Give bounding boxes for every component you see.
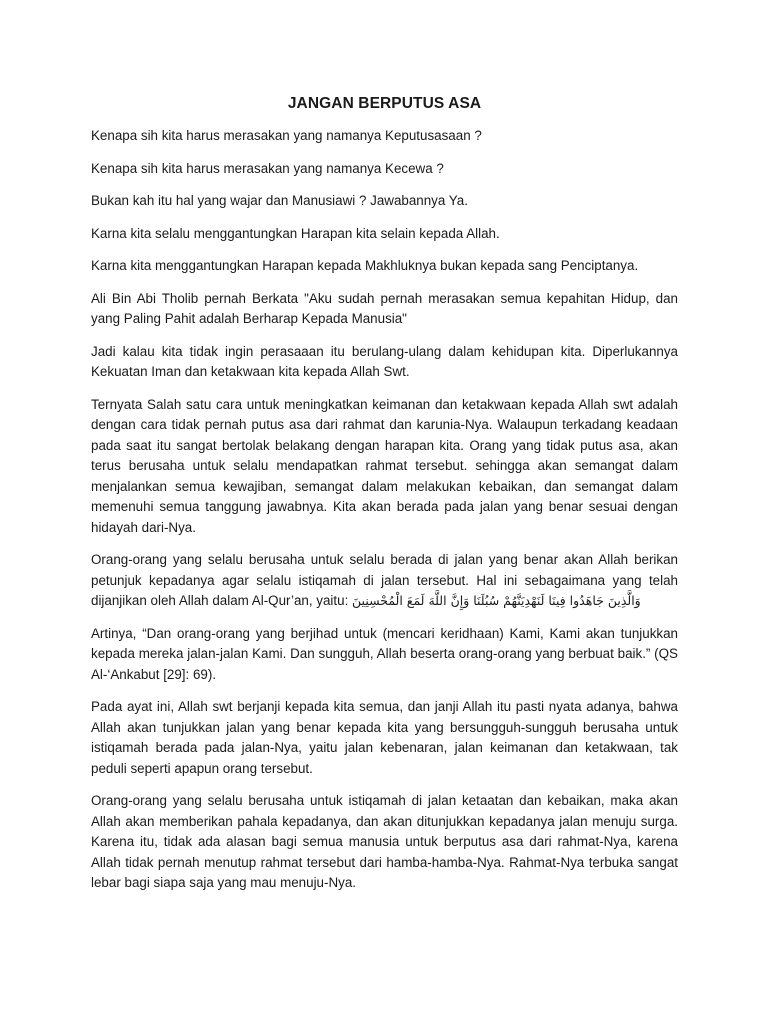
paragraph-12: Orang-orang yang selalu berusaha untuk istiqamah di jalan ketaatan dan kebaikan, maka akan Allah akan memberikan pahala kepadanya, dan akan ditunjukkan kepadanya jalan menuju surga. Karena itu, tidak ada alasan bagi semua manusia untuk berputus asa dari rahmat-Nya, karena Allah tidak pernah menutup rahmat tersebut dari hamba-hamba-Nya. Rahmat-Nya terbuka sangat lebar bagi siapa saja yang mau menuju-Nya. bbox=[91, 793, 678, 890]
paragraph-9-text: Orang-orang yang selalu berusaha untuk selalu berada di jalan yang benar akan Allah berikan petunjuk kepadanya agar selalu istiqamah di jalan tersebut. Hal ini sebagaimana yang telah dijanjikan oleh Allah dalam Al-Qur’an, yaitu: bbox=[91, 552, 678, 608]
paragraph-7: Jadi kalau kita tidak ingin perasaaan itu berulang-ulang dalam kehidupan kita. Diperlukannya Kekuatan Iman dan ketakwaan kita kepada Allah Swt. bbox=[91, 343, 678, 379]
paragraph-8: Ternyata Salah satu cara untuk meningkatkan keimanan dan ketakwaan kepada Allah swt adalah dengan cara tidak pernah putus asa dari rahmat dan karunia-Nya. Walaupun terkadang keadaan pada saat itu sangat bertolak belakang dengan harapan kita. Orang yang tidak putus asa, akan terus berusaha untuk selalu mendapatkan rahmat tersebut. sehingga akan semangat dalam menjalankan semua kewajiban, semangat dalam melakukan kebaikan, dan semangat dalam memenuhi semua tanggung jawabnya. Kita akan berada pada jalan yang benar sesuai dengan hidayah dari-Nya. bbox=[91, 396, 678, 535]
document-page bbox=[91, 94, 678, 906]
paragraph-11: Pada ayat ini, Allah swt berjanji kepada kita semua, dan janji Allah itu pasti nyata adanya, bahwa Allah akan tunjukkan jalan yang benar kepada kita yang bersungguh-sungguh berusaha untuk istiqamah berada pada jalan-Nya, yaitu jalan kebenaran, jalan keimanan dan ketakwaan, tak peduli seperti apapun orang tersebut. bbox=[91, 699, 678, 776]
arabic-verse: وَالَّذِينَ جَاهَدُوا فِينَا لَنَهْدِيَنَّهُمْ سُبُلَنَا وَإِنَّ اللَّهَ لَمَعَ الْمُحْسِنِينَ bbox=[352, 593, 641, 608]
paragraph-4: Karna kita selalu menggantungkan Harapan kita selain kepada Allah. bbox=[91, 225, 500, 241]
paragraph-10: Artinya, “Dan orang-orang yang berjihad untuk (mencari keridhaan) Kami, Kami akan tunjukkan kepada mereka jalan-jalan Kami. Dan sungguh, Allah beserta orang-orang yang berbuat baik.” (QS Al-‘Ankabut [29]: 69). bbox=[91, 625, 678, 682]
paragraph-2: Kenapa sih kita harus merasakan yang namanya Kecewa ? bbox=[91, 160, 444, 176]
paragraph-6: Ali Bin Abi Tholib pernah Berkata "Aku sudah pernah merasakan semua kepahitan Hidup, dan yang Paling Pahit adalah Berharap Kepada Manusia" bbox=[91, 290, 678, 326]
paragraph-9 bbox=[91, 550, 678, 612]
document-title: JANGAN BERPUTUS ASA bbox=[287, 95, 482, 112]
paragraph-5: Karna kita menggantungkan Harapan kepada Makhluknya bukan kepada sang Penciptanya. bbox=[91, 258, 639, 273]
paragraph-1: Kenapa sih kita harus merasakan yang namanya Keputusasaan ? bbox=[91, 128, 482, 143]
paragraph-3: Bukan kah itu hal yang wajar dan Manusiawi ? Jawabannya Ya. bbox=[91, 193, 468, 208]
